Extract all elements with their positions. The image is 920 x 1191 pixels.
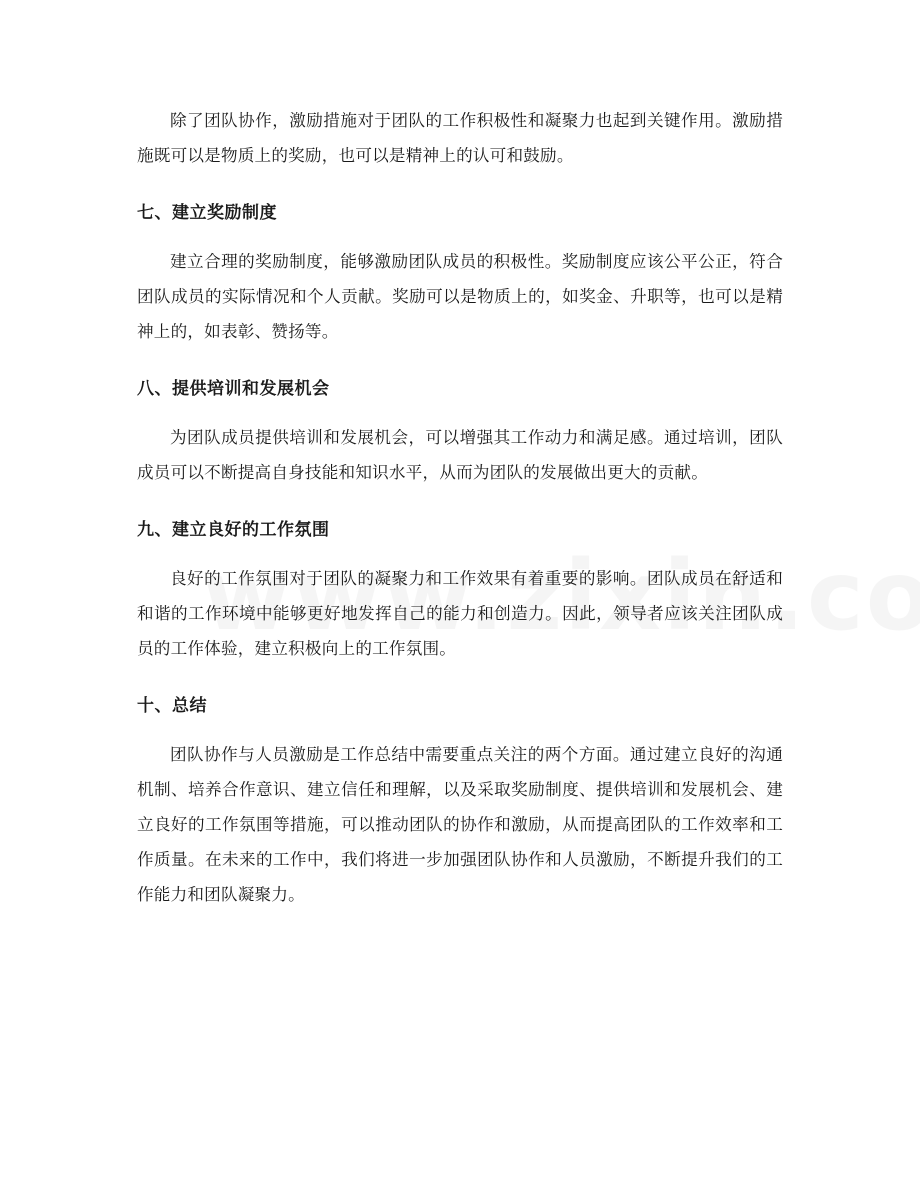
section-paragraph: 建立合理的奖励制度，能够激励团队成员的积极性。奖励制度应该公平公正，符合团队成员的实际情况和个人贡献。奖励可以是物质上的，如奖金、升职等，也可以是精神上的，如表彰、赞扬等。	[137, 252, 783, 341]
section-heading: 七、建立奖励制度	[137, 203, 277, 223]
section-9	[137, 518, 783, 666]
document-body	[137, 103, 783, 912]
section-paragraph: 为团队成员提供培训和发展机会，可以增强其工作动力和满足感。通过培训，团队成员可以不断提高自身技能和知识水平，从而为团队的发展做出更大的贡献。	[137, 428, 783, 482]
section-8	[137, 377, 783, 490]
section-heading: 十、总结	[137, 696, 207, 716]
section-paragraph: 良好的工作氛围对于团队的凝聚力和工作效果有着重要的影响。团队成员在舒适和和谐的工作环境中能够更好地发挥自己的能力和创造力。因此，领导者应该关注团队成员的工作体验，建立积极向上的工作氛围。	[137, 569, 783, 658]
intro-paragraph: 除了团队协作，激励措施对于团队的工作积极性和凝聚力也起到关键作用。激励措施既可以是物质上的奖励，也可以是精神上的认可和鼓励。	[137, 111, 783, 165]
section-heading: 九、建立良好的工作氛围	[137, 520, 330, 540]
section-7	[137, 201, 783, 349]
section-heading: 八、提供培训和发展机会	[137, 379, 330, 399]
section-paragraph: 团队协作与人员激励是工作总结中需要重点关注的两个方面。通过建立良好的沟通机制、培养合作意识、建立信任和理解，以及采取奖励制度、提供培训和发展机会、建立良好的工作氛围等措施，可以推动团队的协作和激励，从而提高团队的工作效率和工作质量。在未来的工作中，我们将进一步加强团队协作和人员激励，不断提升我们的工作能力和团队凝聚力。	[137, 745, 783, 904]
section-10	[137, 694, 783, 912]
